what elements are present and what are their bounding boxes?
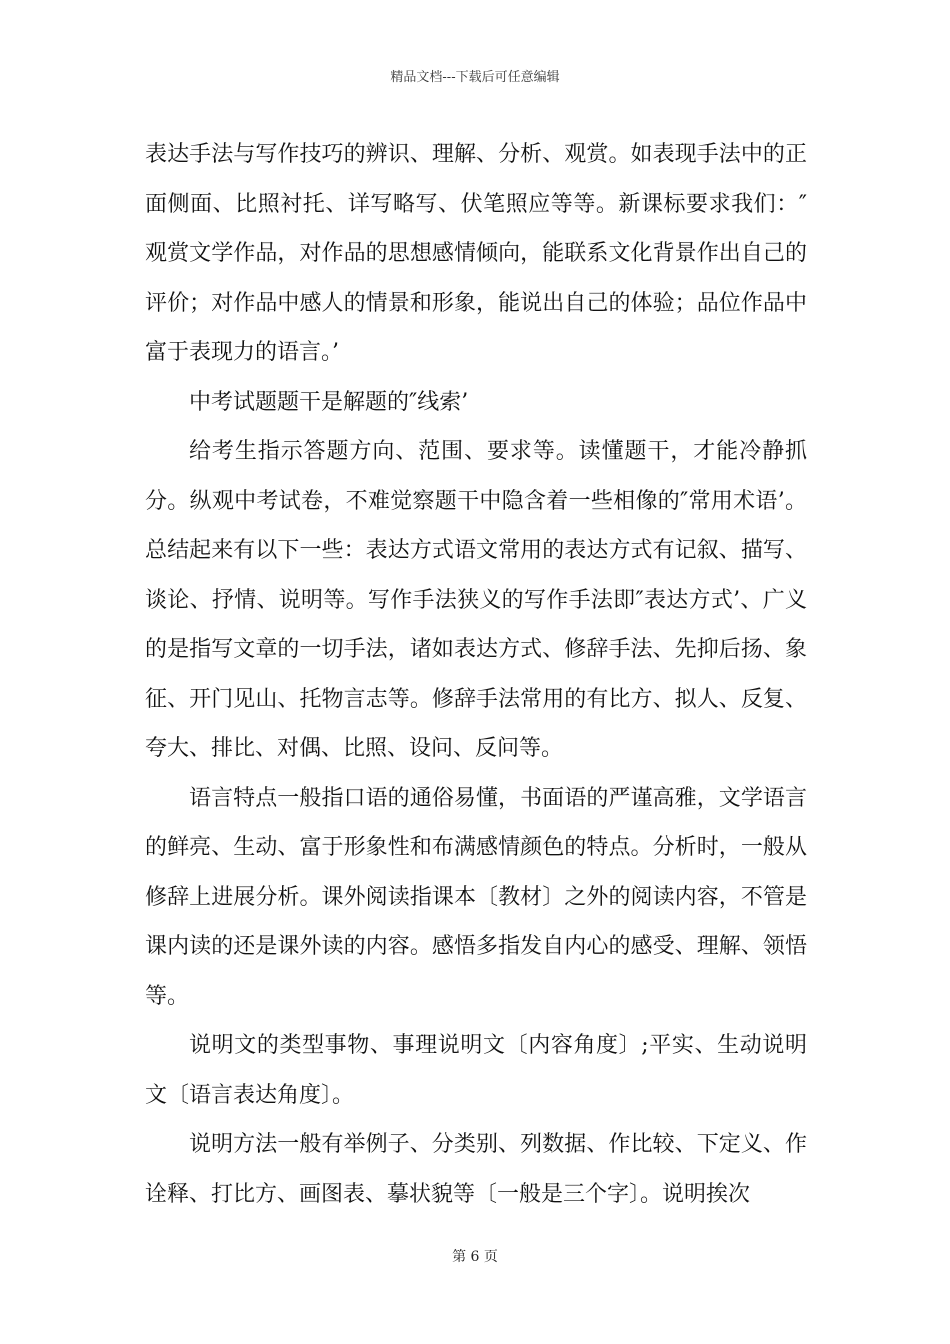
paragraph-6: 说明方法一般有举例子、分类别、列数据、作比较、下定义、作诠释、打比方、画图表、摹状貌等〔一般是三个字〕。说明挨次	[145, 1132, 807, 1207]
body-text	[145, 130, 807, 1219]
paragraph-1: 表达手法与写作技巧的辨识、理解、分析、观赏。如表现手法中的正面侧面、比照衬托、详写略写、伏笔照应等等。新课标要求我们：″观赏文学作品，对作品的思想感情倾向，能联系文化背景作出自己的评价；对作品中感人的情景和形象，能说出自己的体验；品位作品中富于表现力的语言。’	[145, 142, 807, 365]
paragraph-3: 给考生指示答题方向、范围、要求等。读懂题干，才能冷静抓分。纵观中考试卷，不难觉察题干中隐含着一些相像的″常用术语’。总结起来有以下一些：表达方式语文常用的表达方式有记叙、描写、谈论、抒情、说明等。写作手法狭义的写作手法即″表达方式’、广义的是指写文章的一切手法，诸如表达方式、修辞手法、先抑后扬、象征、开门见山、托物言志等。修辞手法常用的有比方、拟人、反复、夸大、排比、对偶、比照、设问、反问等。	[145, 439, 807, 761]
paragraph-2: 中考试题题干是解题的″线索’	[189, 389, 469, 415]
paragraph-4: 语言特点一般指口语的通俗易懂，书面语的严谨高雅，文学语言的鲜亮、生动、富于形象性和布满感情颜色的特点。分析时，一般从修辞上进展分析。课外阅读指课本〔教材〕之外的阅读内容，不管是课内读的还是课外读的内容。感悟多指发自内心的感受、理解、领悟等。	[145, 785, 807, 1009]
page-header: 精品文档---下载后可任意编辑	[390, 70, 560, 85]
paragraph-5: 说明文的类型事物、事理说明文〔内容角度〕;平实、生动说明文〔语言表达角度〕。	[145, 1033, 807, 1108]
page-number: 第 6 页	[452, 1249, 498, 1265]
